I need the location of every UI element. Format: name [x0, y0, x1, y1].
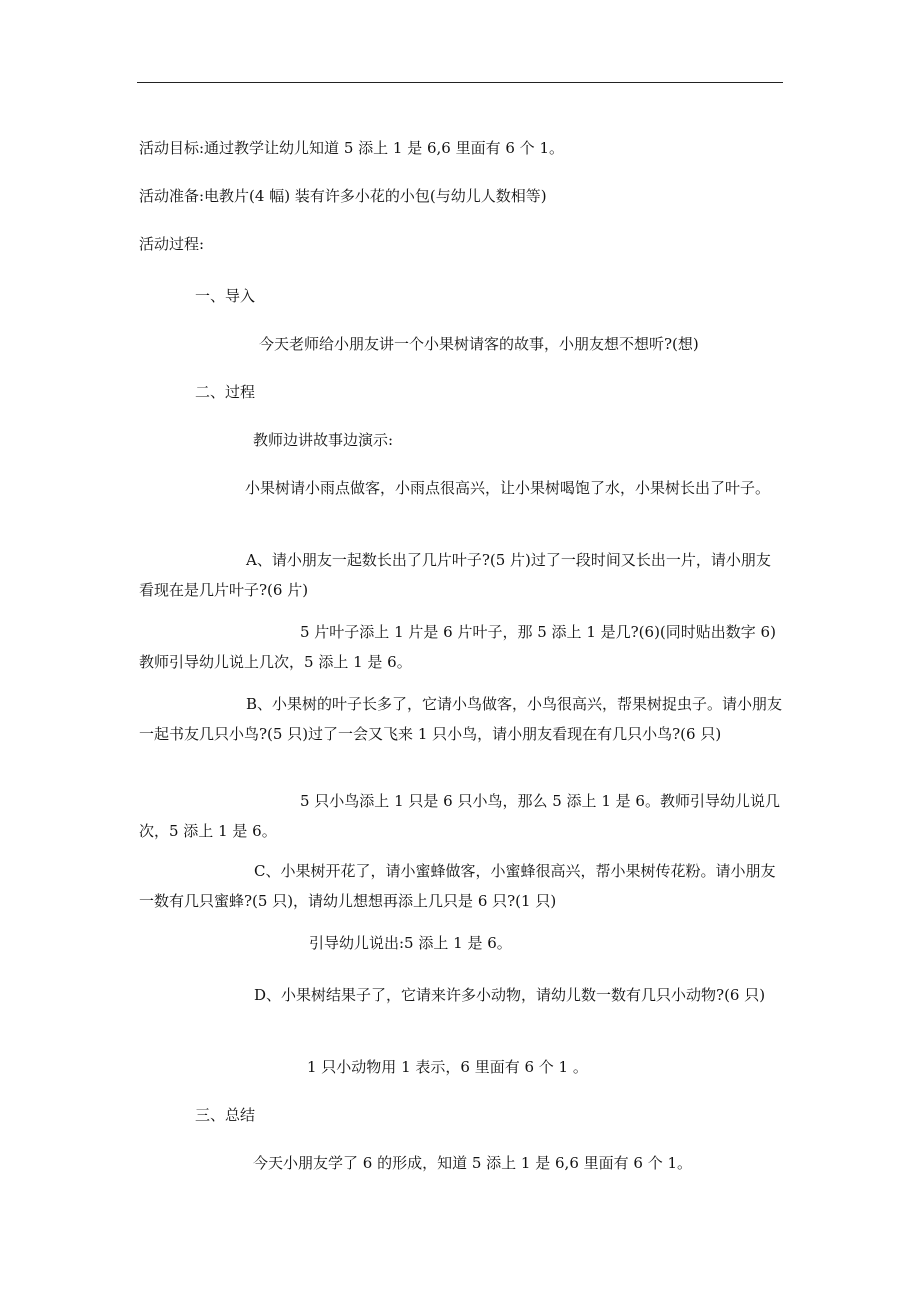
step-c-paragraph: C、小果树开花了，请小蜜蜂做客，小蜜蜂很高兴，帮小果树传花粉。请小朋友一数有几只蜜蜂?(5 只)，请幼儿想想再添上几只是 6 只?(1 只)	[139, 862, 776, 910]
activity-goal: 活动目标:通过教学让幼儿知道 5 添上 1 是 6,6 里面有 6 个 1。	[139, 139, 564, 157]
step-a-followup: 5 片叶子添上 1 片是 6 片叶子，那 5 添上 1 是几?(6)(同时贴出数字 6)教师引导幼儿说上几次，5 添上 1 是 6。	[139, 623, 776, 671]
step-d-paragraph: D、小果树结果子了，它请来许多小动物，请幼儿数一数有几只小动物?(6 只)	[254, 986, 766, 1004]
section2-heading: 二、过程	[195, 383, 256, 401]
step-b-followup: 5 只小鸟添上 1 只是 6 只小鸟，那么 5 添上 1 是 6。教师引导幼儿说几次，5 添上 1 是 6。	[139, 792, 780, 840]
step-b-paragraph: B、小果树的叶子长多了，它请小鸟做客，小鸟很高兴，帮果树捉虫子。请小朋友一起书友几只小鸟?(5 只)过了一会又飞来 1 只小鸟，请小朋友看现在有几只小鸟?(6 只)	[139, 695, 783, 743]
section3-body: 今天小朋友学了 6 的形成，知道 5 添上 1 是 6,6 里面有 6 个 1。	[253, 1154, 693, 1172]
section1-body: 今天老师给小朋友讲一个小果树请客的故事，小朋友想不想听?(想)	[259, 335, 699, 353]
step-a-paragraph: A、请小朋友一起数长出了几片叶子?(5 片)过了一段时间又长出一片，请小朋友看现在是几片叶子?(6 片)	[139, 551, 771, 599]
story-paragraph: 小果树请小雨点做客，小雨点很高兴，让小果树喝饱了水，小果树长出了叶子。	[245, 479, 771, 497]
step-d-followup: 1 只小动物用 1 表示，6 里面有 6 个 1 。	[307, 1058, 588, 1076]
section2-intro: 教师边讲故事边演示:	[253, 431, 394, 449]
activity-process-title: 活动过程:	[139, 235, 205, 253]
section1-heading: 一、导入	[195, 287, 256, 305]
header-rule	[137, 82, 783, 83]
step-c-followup: 引导幼儿说出:5 添上 1 是 6。	[309, 934, 512, 952]
section3-heading: 三、总结	[195, 1106, 256, 1124]
activity-preparation: 活动准备:电教片(4 幅) 装有许多小花的小包(与幼儿人数相等)	[139, 187, 547, 205]
